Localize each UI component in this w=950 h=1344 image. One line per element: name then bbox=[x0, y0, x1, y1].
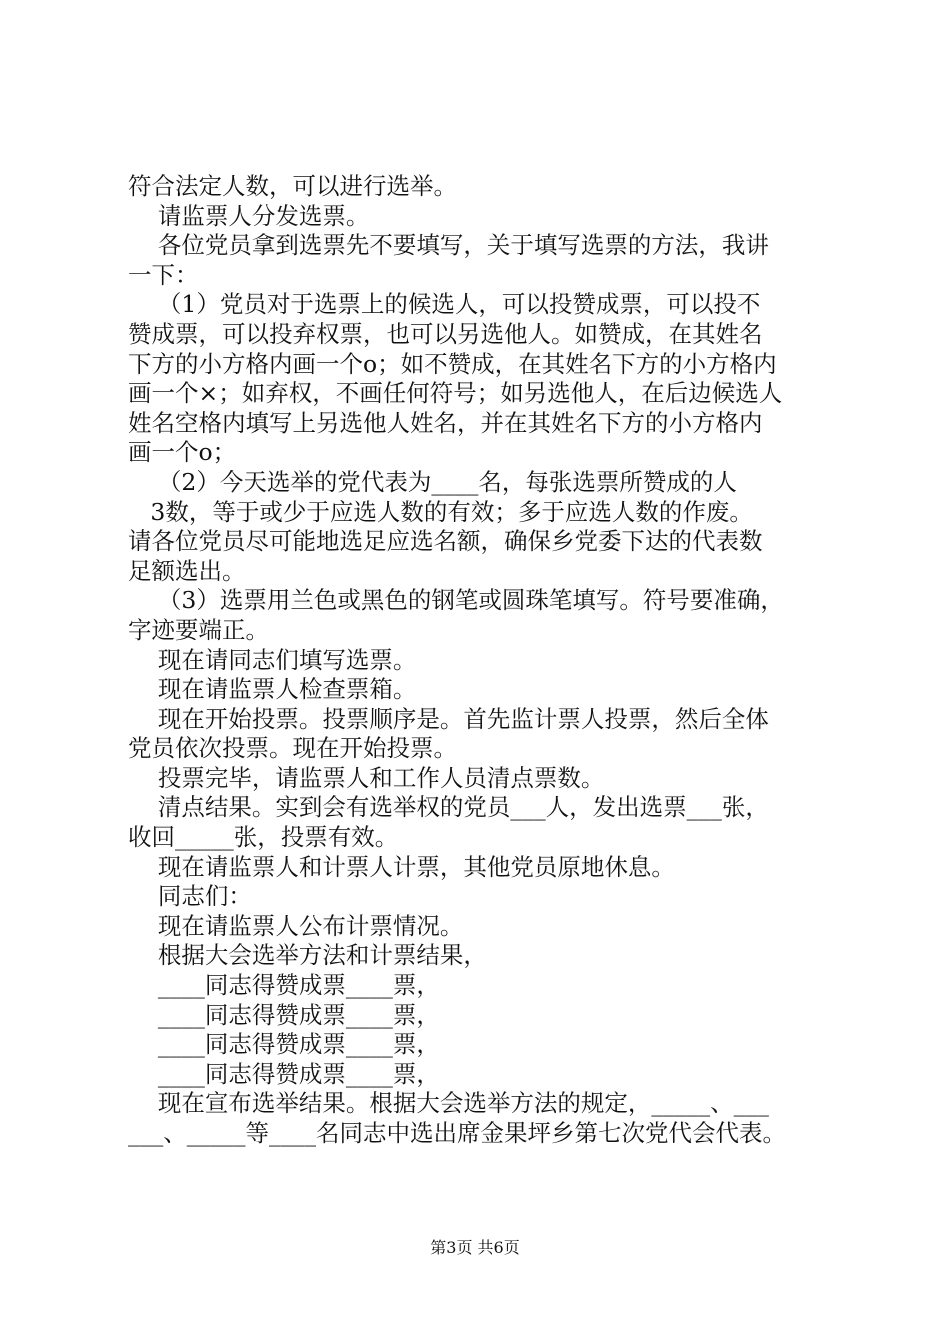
text-line: 现在请监票人检查票箱。 bbox=[128, 675, 417, 704]
text-line: ___、_____等____名同志中选出席金果坪乡第七次党代会代表。 bbox=[128, 1119, 786, 1147]
text-line: 画一个o； bbox=[128, 438, 237, 467]
text-line: 符合法定人数，可以进行选举。 bbox=[128, 172, 457, 200]
text-line: 3数，等于或少于应选人数的有效；多于应选人数的作废。 bbox=[128, 497, 753, 526]
page-number-label: 第3页 共6页 bbox=[430, 1238, 520, 1257]
text-line: 党员依次投票。现在开始投票。 bbox=[128, 734, 457, 763]
text-line: （1）党员对于选票上的候选人，可以投赞成票，可以投不 bbox=[128, 290, 761, 319]
text-line: 画一个×；如弃权，不画任何符号；如另选他人，在后边候选人 bbox=[128, 379, 783, 408]
text-line: 清点结果。实到会有选举权的党员___人，发出选票___张， bbox=[128, 793, 769, 822]
document-body bbox=[128, 172, 840, 1149]
text-line: 下方的小方格内画一个o；如不赞成，在其姓名下方的小方格内 bbox=[128, 349, 777, 378]
text-line: ____同志得赞成票____票， bbox=[128, 971, 440, 1000]
text-line: （2）今天选举的党代表为____名，每张选票所赞成的人 bbox=[128, 467, 737, 496]
text-line: ____同志得赞成票____票， bbox=[128, 1030, 440, 1059]
text-line: 请各位党员尽可能地选足应选名额，确保乡党委下达的代表数 bbox=[128, 527, 763, 556]
text-line: 根据大会选举方法和计票结果， bbox=[128, 941, 487, 970]
text-line: （3）选票用兰色或黑色的钢笔或圆珠笔填写。符号要准确， bbox=[128, 586, 784, 615]
text-line: 同志们： bbox=[128, 882, 252, 911]
text-line: 一下： bbox=[128, 260, 199, 289]
text-line: 姓名空格内填写上另选他人姓名，并在其姓名下方的小方格内 bbox=[128, 408, 763, 437]
text-line: 足额选出。 bbox=[128, 556, 246, 585]
text-line: 赞成票，可以投弃权票，也可以另选他人。如赞成，在其姓名 bbox=[128, 319, 763, 348]
text-line: 收回_____张，投票有效。 bbox=[128, 823, 399, 852]
page-footer bbox=[0, 1238, 950, 1258]
text-line: 现在宣布选举结果。根据大会选举方法的规定，_____、___ bbox=[128, 1089, 769, 1118]
text-line: ____同志得赞成票____票， bbox=[128, 1000, 440, 1029]
text-line: 各位党员拿到选票先不要填写，关于填写选票的方法，我讲 bbox=[128, 231, 769, 260]
text-line: 现在请同志们填写选票。 bbox=[128, 645, 417, 674]
text-line: ____同志得赞成票____票， bbox=[128, 1059, 440, 1088]
text-line: 现在请监票人和计票人计票，其他党员原地休息。 bbox=[128, 852, 675, 881]
text-line: 投票完毕，请监票人和工作人员清点票数。 bbox=[128, 763, 605, 792]
text-line: 字迹要端正。 bbox=[128, 615, 269, 644]
text-line: 请监票人分发选票。 bbox=[128, 201, 370, 230]
text-line: 现在开始投票。投票顺序是。首先监计票人投票，然后全体 bbox=[128, 704, 769, 733]
text-line: 现在请监票人公布计票情况。 bbox=[128, 911, 464, 940]
